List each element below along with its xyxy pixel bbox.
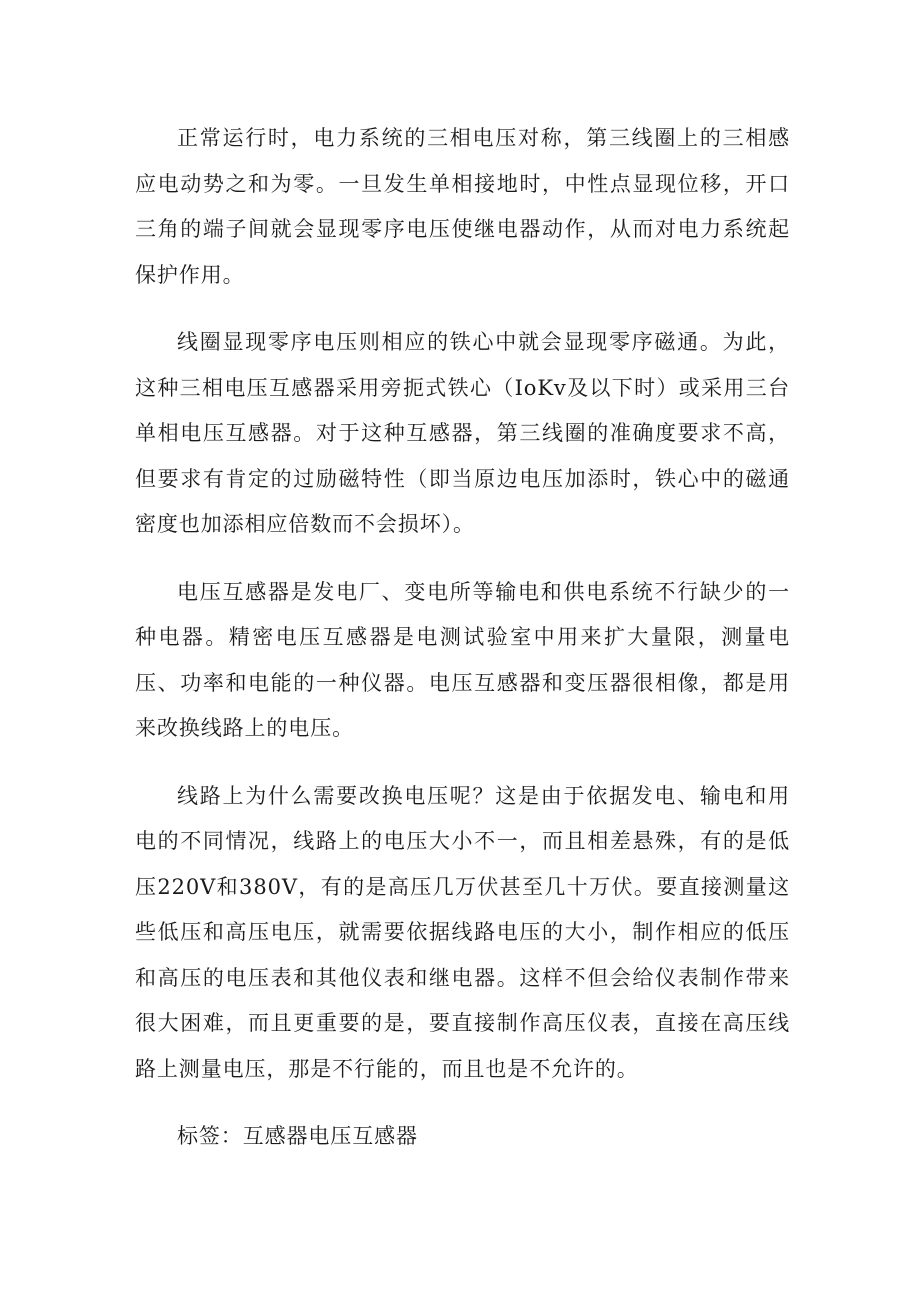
paragraph-3: 电压互感器是发电厂、变电所等输电和供电系统不行缺少的一种电器。精密电压互感器是电测试验室中用来扩大量限，测量电压、功率和电能的一种仪器。电压互感器和变压器很相像，都是用来改换线路上的电压。 [135,579,790,740]
tags-line: 标签：互感器电压互感器 [177,1124,418,1148]
paragraph-4: 线路上为什么需要改换电压呢？这是由于依据发电、输电和用电的不同情况，线路上的电压大小不一，而且相差悬殊，有的是低压220V和380V，有的是高压几万伏甚至几十万伏。要直接测量这些低压和高压电压，就需要依据线路电压的大小，制作相应的低压和高压的电压表和其他仪表和继电器。这样不但会给仪表制作带来很大困难，而且更重要的是，要直接制作高压仪表，直接在高压线路上测量电压，那是不行能的，而且也是不允许的。 [135,783,790,1081]
paragraph-2: 线圈显现零序电压则相应的铁心中就会显现零序磁通。为此，这种三相电压互感器采用旁扼式铁心（IoKv及以下时）或采用三台单相电压互感器。对于这种互感器，第三线圈的准确度要求不高，但要求有肯定的过励磁特性（即当原边电压加添时，铁心中的磁通密度也加添相应倍数而不会损坏）。 [135,330,790,536]
document-body [135,116,790,1160]
paragraph-1: 正常运行时，电力系统的三相电压对称，第三线圈上的三相感应电动势之和为零。一旦发生单相接地时，中性点显现位移，开口三角的端子间就会显现零序电压使继电器动作，从而对电力系统起保护作用。 [135,126,790,287]
